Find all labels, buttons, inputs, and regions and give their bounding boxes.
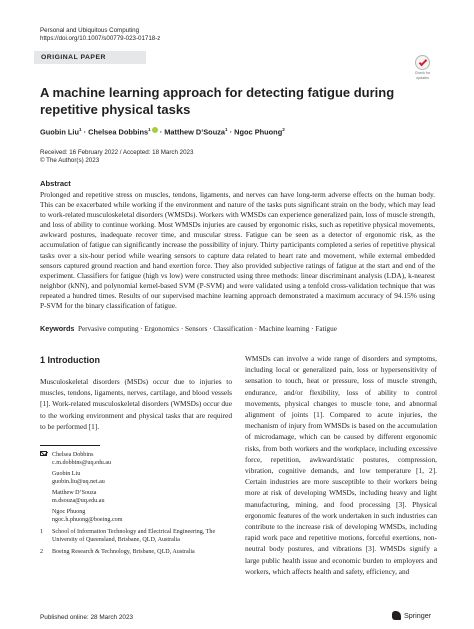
- author-name[interactable]: Ngoc Phuong: [234, 127, 283, 137]
- author-separator: ·: [81, 127, 89, 137]
- paper-title: A machine learning approach for detecting fatigue during repetitive physical tasks: [40, 85, 395, 117]
- publisher-logo: [392, 611, 431, 620]
- author-affil-mark: 1: [148, 127, 151, 132]
- check-updates-line1: Check for: [414, 71, 431, 75]
- received-accepted-dates: Received: 16 February 2022 / Accepted: 18 March 2023: [40, 149, 194, 156]
- intro-right-column: [245, 353, 437, 577]
- author-name[interactable]: Guobin Liu: [40, 127, 79, 137]
- contact-name: Guobin Liu: [52, 470, 81, 477]
- contact-email[interactable]: m.dsouza@uq.edu.au: [52, 498, 105, 505]
- affiliation-number: 2: [40, 549, 44, 556]
- contact-corresponding: [40, 451, 235, 467]
- journal-header: [40, 27, 160, 44]
- check-updates-badge[interactable]: [409, 55, 436, 78]
- check-updates-line2: updates: [416, 76, 429, 80]
- copyright-line: © The Author(s) 2023: [40, 157, 100, 165]
- author-affil-mark: 1: [225, 127, 228, 132]
- author-name[interactable]: Matthew D’Souza: [164, 127, 226, 137]
- contact-entry: [40, 508, 235, 524]
- affiliation-number: 1: [40, 529, 44, 536]
- doi-link[interactable]: https://doi.org/10.1007/s00779-023-01718-z: [40, 35, 161, 43]
- contact-email[interactable]: c.m.dobbins@uq.edu.au: [52, 460, 112, 467]
- author-affil-mark: 2: [282, 127, 285, 132]
- contact-name: Matthew D’Souza: [52, 489, 97, 496]
- intro-paragraph-right: WMSDs can involve a wide range of disorders and symptoms, including local or generalized pain, loss or hypersensitivity of sensation to touch, heat or pressure, loss of muscle strength, endurance, and/or flexibility, loss of ability to control movements, physical changes to muscle tone, and abnormal alignment of joints [1]. Compared to acute injuries, the mechanism of injury from WMSDs is based on the accumulation of microdamage, which can be caused by different ergonomic risks, from both workers and the workplace, including excessive force, repetition, awkward/static postures, compression, vibration, cognitive demands, and low temperature [1, 2]. Certain industries are more susceptible to their workers being more at risk of developing WMSDs, including heavy and light manufacturing, mining, and food processing [3]. Physical ergonomic features of the work undertaken in such industries can contribute to the increase risk of developing WMSDs, including rapid work pace and repetitive motions, forceful exertions, non-neutral body postures, and vibrations [3]. WMSDs signify a large public health issue and economic burden to employers and workers, which affects health and safety, efficiency, and: [245, 354, 437, 576]
- affiliation-text: Boeing Research & Technology, Brisbane, QLD, Australia: [52, 549, 195, 556]
- author-separator: ·: [157, 127, 165, 137]
- intro-left-column: [40, 376, 232, 432]
- author-affil-mark: 1: [79, 127, 82, 132]
- author-list: [40, 125, 285, 137]
- affiliation-text: School of Information Technology and Electrical Engineering, The University of Queensland, Brisbane, QLD, Australia: [52, 529, 216, 544]
- published-online-date: Published online: 28 March 2023: [40, 614, 134, 621]
- publisher-name: Springer: [404, 611, 432, 620]
- keywords-line: [40, 324, 440, 334]
- envelope-icon: [40, 451, 47, 456]
- contact-entry: [40, 470, 235, 486]
- keywords-label: Keywords: [40, 324, 75, 333]
- section-heading-introduction: 1 Introduction: [40, 355, 100, 365]
- intro-paragraph-left: Musculoskeletal disorders (MSDs) occur due to injuries to muscles, tendons, ligaments, nerves, cartilage, and blood vessels [1]. Work-related musculoskeletal disorders (WMSDs) occur due to the working environment and physical tasks that are required to be performed [1].: [40, 377, 232, 431]
- author-name[interactable]: Chelsea Dobbins: [88, 127, 149, 137]
- paper-type-banner: [34, 51, 146, 64]
- affiliation-entry: [40, 528, 235, 544]
- paper-type-label: ORIGINAL PAPER: [41, 54, 106, 61]
- author-separator: ·: [227, 127, 235, 137]
- contact-entry: [40, 489, 235, 505]
- contact-email[interactable]: ngoc.h.phuong@boeing.com: [52, 517, 123, 524]
- springer-horse-icon: [392, 611, 401, 620]
- dates-block: [40, 149, 193, 166]
- affiliation-entry: [40, 548, 235, 556]
- abstract-heading: Abstract: [40, 179, 71, 188]
- abstract-text: Prolonged and repetitive stress on muscles, tendons, ligaments, and nerves can have long-term adverse effects on the human body. This can be exacerbated while working if the environment and nature of the tasks puts significant strain on the body, which may lead to work-related musculoskeletal disorders (WMSDs). Workers with WMSDs can experience generalized pain, loss of muscle strength, and loss of ability to continue working. Most WMSDs injuries are caused by ergonomic risks, such as repetitive physical movements, awkward postures, inadequate recover time, and muscular stress. Fatigue can be seen as a detector of ergonomic risk, as the accumulation of fatigue can significantly increase the possibility of injury. Thirty participants completed a series of repetitive physical tasks over a six-hour period while wearing sensors to capture data related to heart rate and movement, while external embedded sensors captured ground reaction and hand exertion force. They also provided subjective ratings of fatigue at the start and end of the experiment. Classifiers for fatigue (high vs low) were constructed using three methods: linear discriminant analysis (LDA), k-nearest neighbor (kNN), and polynomial kernel-based SVM (P-SVM) and were validated using a tenfold cross-validation technique that was repeated a hundred times. Results of our supervised machine learning approach demonstrated a maximum accuracy of 94.15% using P-SVM for the binary classification of fatigue.: [40, 190, 435, 311]
- contact-name: Ngoc Phuong: [52, 508, 86, 515]
- footnotes: [40, 451, 235, 556]
- contact-email[interactable]: guobin.liu@uq.net.au: [52, 479, 105, 486]
- keywords-list: Pervasive computing · Ergonomics · Sensors · Classification · Machine learning · Fatigue: [77, 325, 337, 333]
- check-updates-icon: [415, 55, 430, 70]
- footnote-divider: [40, 445, 100, 446]
- contact-name: Chelsea Dobbins: [52, 452, 94, 458]
- journal-name: Personal and Ubiquitous Computing: [40, 27, 140, 34]
